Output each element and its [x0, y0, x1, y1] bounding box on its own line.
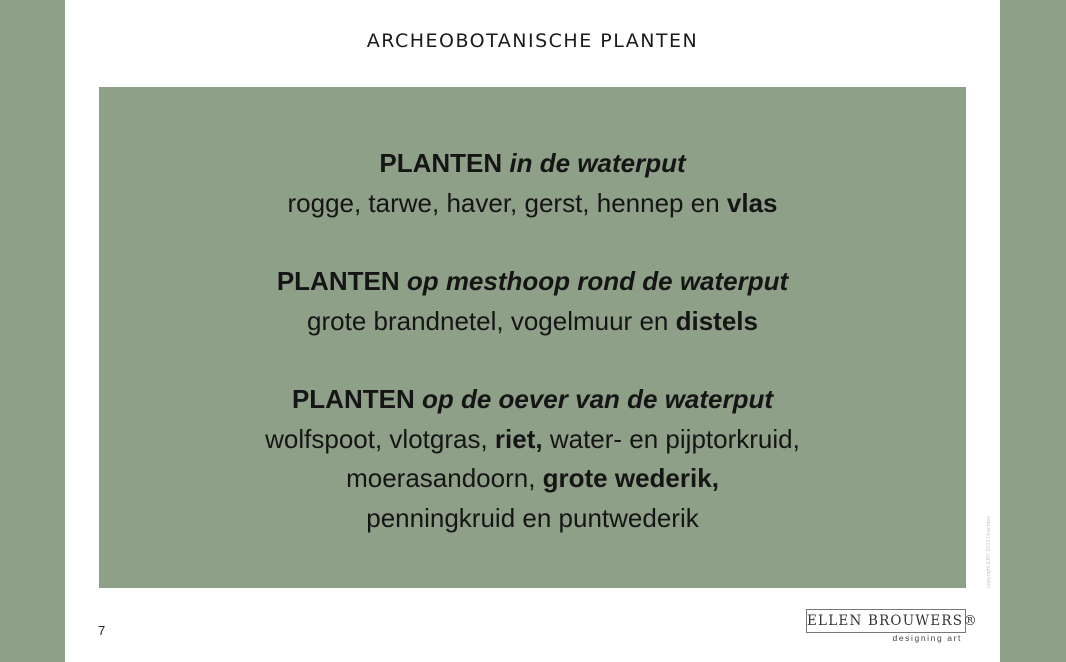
plant-text: wolfspoot, vlotgras, [265, 423, 495, 454]
logo-name: ELLEN BROUWERS® [806, 609, 966, 633]
brand-logo [806, 609, 978, 644]
plant-text: moerasandoorn, [346, 463, 543, 493]
block-heading [99, 262, 966, 302]
plant-highlight: vlas [726, 187, 778, 218]
plant-list-line [99, 499, 966, 539]
plant-highlight: riet, [494, 423, 543, 454]
block-heading [99, 144, 966, 184]
page-number: 7 [98, 623, 106, 638]
plant-block [99, 262, 966, 341]
plant-list-line [99, 302, 966, 342]
heading-location: op mesthoop rond de waterput [406, 266, 789, 296]
document-page [65, 0, 1000, 662]
block-heading [99, 380, 966, 420]
plant-list-line [99, 459, 966, 499]
plant-text: rogge, tarwe, haver, gerst, hennep en [287, 187, 727, 218]
plant-text: water- en pijptorkruid, [542, 423, 800, 454]
plant-text: grote brandnetel, vogelmuur en [307, 305, 676, 336]
logo-tagline: designing art [892, 633, 962, 643]
heading-keyword: PLANTEN [276, 266, 400, 296]
heading-location: in de waterput [509, 148, 686, 178]
plant-highlight: grote wederik, [542, 463, 719, 493]
plant-block [99, 380, 966, 538]
heading-keyword: PLANTEN [291, 384, 415, 414]
heading-location: op de oever van de waterput [421, 384, 774, 414]
plants-panel [99, 87, 966, 588]
copyright-notice: copyright EBP 2022 Drachten [986, 515, 992, 588]
plants-content [99, 144, 966, 538]
plant-highlight: distels [675, 305, 758, 336]
plant-text: penningkruid en puntwederik [366, 502, 699, 533]
heading-keyword: PLANTEN [379, 148, 503, 178]
page-title: ARCHEOBOTANISCHE PLANTEN [366, 30, 699, 52]
plant-list-line [99, 184, 966, 224]
plant-list-line [99, 420, 966, 460]
plant-block [99, 144, 966, 223]
